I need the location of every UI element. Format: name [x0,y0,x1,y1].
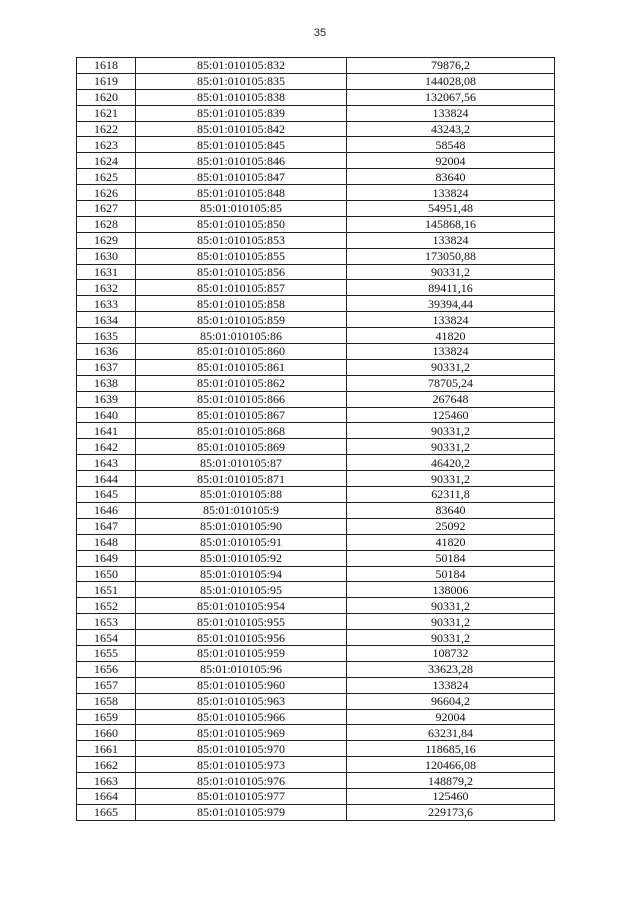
cadastral-number-cell: 85:01:010105:868 [136,423,347,439]
table-row [77,757,555,773]
value-cell: 125460 [347,407,555,423]
cadastral-number-cell: 85:01:010105:977 [136,788,347,804]
row-number-cell: 1658 [77,693,136,709]
table-row [77,344,555,360]
cadastral-number-cell: 85:01:010105:970 [136,741,347,757]
row-number-cell: 1622 [77,121,136,137]
row-number-cell: 1637 [77,359,136,375]
table-row [77,232,555,248]
value-cell: 133824 [347,185,555,201]
cadastral-number-cell: 85:01:010105:839 [136,105,347,121]
value-cell: 92004 [347,709,555,725]
table-row [77,693,555,709]
row-number-cell: 1652 [77,598,136,614]
value-cell: 90331,2 [347,439,555,455]
cadastral-number-cell: 85:01:010105:855 [136,248,347,264]
table-row [77,741,555,757]
value-cell: 83640 [347,169,555,185]
table-row [77,645,555,661]
row-number-cell: 1647 [77,518,136,534]
row-number-cell: 1638 [77,375,136,391]
value-cell: 145868,16 [347,216,555,232]
row-number-cell: 1618 [77,58,136,74]
row-number-cell: 1635 [77,328,136,344]
value-cell: 25092 [347,518,555,534]
table-row [77,121,555,137]
cadastral-number-cell: 85:01:010105:85 [136,201,347,217]
value-cell: 39394,44 [347,296,555,312]
value-cell: 96604,2 [347,693,555,709]
value-cell: 89411,16 [347,280,555,296]
value-cell: 50184 [347,566,555,582]
table-row [77,73,555,89]
cadastral-number-cell: 85:01:010105:9 [136,502,347,518]
cadastral-number-cell: 85:01:010105:860 [136,344,347,360]
value-cell: 144028,08 [347,73,555,89]
cadastral-number-cell: 85:01:010105:861 [136,359,347,375]
value-cell: 41820 [347,534,555,550]
table-row [77,137,555,153]
cadastral-number-cell: 85:01:010105:90 [136,518,347,534]
cadastral-number-cell: 85:01:010105:979 [136,804,347,820]
value-cell: 90331,2 [347,264,555,280]
parcel-value-table [76,57,555,821]
row-number-cell: 1654 [77,630,136,646]
table-row [77,661,555,677]
row-number-cell: 1663 [77,773,136,789]
row-number-cell: 1642 [77,439,136,455]
cadastral-number-cell: 85:01:010105:859 [136,312,347,328]
table-row [77,328,555,344]
row-number-cell: 1636 [77,344,136,360]
table-row [77,216,555,232]
cadastral-number-cell: 85:01:010105:850 [136,216,347,232]
value-cell: 229173,6 [347,804,555,820]
value-cell: 62311,8 [347,487,555,503]
cadastral-number-cell: 85:01:010105:857 [136,280,347,296]
value-cell: 120466,08 [347,757,555,773]
value-cell: 41820 [347,328,555,344]
table-row [77,423,555,439]
value-cell: 90331,2 [347,598,555,614]
value-cell: 90331,2 [347,423,555,439]
cadastral-number-cell: 85:01:010105:862 [136,375,347,391]
row-number-cell: 1662 [77,757,136,773]
cadastral-number-cell: 85:01:010105:835 [136,73,347,89]
cadastral-number-cell: 85:01:010105:92 [136,550,347,566]
row-number-cell: 1629 [77,232,136,248]
row-number-cell: 1621 [77,105,136,121]
value-cell: 90331,2 [347,359,555,375]
row-number-cell: 1619 [77,73,136,89]
row-number-cell: 1633 [77,296,136,312]
cadastral-number-cell: 85:01:010105:955 [136,614,347,630]
value-cell: 54951,48 [347,201,555,217]
row-number-cell: 1626 [77,185,136,201]
cadastral-number-cell: 85:01:010105:866 [136,391,347,407]
cadastral-number-cell: 85:01:010105:959 [136,645,347,661]
table-row [77,550,555,566]
table-row [77,709,555,725]
table-row [77,201,555,217]
table-row [77,598,555,614]
row-number-cell: 1645 [77,487,136,503]
value-cell: 133824 [347,344,555,360]
cadastral-number-cell: 85:01:010105:973 [136,757,347,773]
row-number-cell: 1660 [77,725,136,741]
cadastral-number-cell: 85:01:010105:86 [136,328,347,344]
value-cell: 33623,28 [347,661,555,677]
row-number-cell: 1620 [77,89,136,105]
cadastral-number-cell: 85:01:010105:848 [136,185,347,201]
cadastral-number-cell: 85:01:010105:87 [136,455,347,471]
value-cell: 63231,84 [347,725,555,741]
value-cell: 108732 [347,645,555,661]
table-row [77,185,555,201]
table-row [77,455,555,471]
cadastral-number-cell: 85:01:010105:91 [136,534,347,550]
cadastral-number-cell: 85:01:010105:845 [136,137,347,153]
cadastral-number-cell: 85:01:010105:867 [136,407,347,423]
table-row [77,89,555,105]
value-cell: 83640 [347,502,555,518]
row-number-cell: 1627 [77,201,136,217]
row-number-cell: 1641 [77,423,136,439]
row-number-cell: 1649 [77,550,136,566]
row-number-cell: 1623 [77,137,136,153]
cadastral-number-cell: 85:01:010105:846 [136,153,347,169]
row-number-cell: 1640 [77,407,136,423]
table-row [77,534,555,550]
value-cell: 43243,2 [347,121,555,137]
cadastral-number-cell: 85:01:010105:963 [136,693,347,709]
table-row [77,439,555,455]
cadastral-number-cell: 85:01:010105:847 [136,169,347,185]
value-cell: 138006 [347,582,555,598]
value-cell: 90331,2 [347,614,555,630]
table-row [77,407,555,423]
row-number-cell: 1628 [77,216,136,232]
row-number-cell: 1659 [77,709,136,725]
cadastral-number-cell: 85:01:010105:842 [136,121,347,137]
table-row [77,677,555,693]
table-row [77,566,555,582]
value-cell: 125460 [347,788,555,804]
row-number-cell: 1646 [77,502,136,518]
value-cell: 50184 [347,550,555,566]
cadastral-number-cell: 85:01:010105:858 [136,296,347,312]
row-number-cell: 1661 [77,741,136,757]
value-cell: 267648 [347,391,555,407]
table-row [77,153,555,169]
row-number-cell: 1656 [77,661,136,677]
row-number-cell: 1643 [77,455,136,471]
table-row [77,391,555,407]
cadastral-number-cell: 85:01:010105:869 [136,439,347,455]
value-cell: 132067,56 [347,89,555,105]
cadastral-number-cell: 85:01:010105:956 [136,630,347,646]
row-number-cell: 1630 [77,248,136,264]
table-row [77,614,555,630]
value-cell: 173050,88 [347,248,555,264]
value-cell: 46420,2 [347,455,555,471]
table-row [77,248,555,264]
value-cell: 133824 [347,312,555,328]
table-row [77,471,555,487]
cadastral-number-cell: 85:01:010105:966 [136,709,347,725]
cadastral-number-cell: 85:01:010105:838 [136,89,347,105]
value-cell: 148879,2 [347,773,555,789]
value-cell: 133824 [347,105,555,121]
value-cell: 92004 [347,153,555,169]
value-cell: 118685,16 [347,741,555,757]
table-row [77,788,555,804]
row-number-cell: 1648 [77,534,136,550]
cadastral-number-cell: 85:01:010105:856 [136,264,347,280]
value-cell: 58548 [347,137,555,153]
value-cell: 90331,2 [347,630,555,646]
row-number-cell: 1650 [77,566,136,582]
value-cell: 78705,24 [347,375,555,391]
row-number-cell: 1664 [77,788,136,804]
table-row [77,169,555,185]
table-row [77,487,555,503]
table-row [77,105,555,121]
row-number-cell: 1644 [77,471,136,487]
value-cell: 90331,2 [347,471,555,487]
page-number: 35 [313,27,327,39]
row-number-cell: 1634 [77,312,136,328]
table-row [77,502,555,518]
table-row [77,582,555,598]
table-row [77,264,555,280]
cadastral-number-cell: 85:01:010105:871 [136,471,347,487]
cadastral-number-cell: 85:01:010105:976 [136,773,347,789]
cadastral-number-cell: 85:01:010105:960 [136,677,347,693]
table-body [77,58,555,821]
row-number-cell: 1625 [77,169,136,185]
cadastral-number-cell: 85:01:010105:88 [136,487,347,503]
cadastral-number-cell: 85:01:010105:95 [136,582,347,598]
cadastral-number-cell: 85:01:010105:832 [136,58,347,74]
table-row [77,280,555,296]
table-row [77,312,555,328]
value-cell: 79876,2 [347,58,555,74]
table-row [77,804,555,820]
cadastral-number-cell: 85:01:010105:853 [136,232,347,248]
table-row [77,58,555,74]
table-row [77,375,555,391]
table-row [77,725,555,741]
row-number-cell: 1655 [77,645,136,661]
value-cell: 133824 [347,232,555,248]
table-row [77,359,555,375]
cadastral-number-cell: 85:01:010105:954 [136,598,347,614]
table-row [77,518,555,534]
cadastral-number-cell: 85:01:010105:96 [136,661,347,677]
row-number-cell: 1639 [77,391,136,407]
row-number-cell: 1651 [77,582,136,598]
row-number-cell: 1665 [77,804,136,820]
table-row [77,296,555,312]
table-row [77,773,555,789]
row-number-cell: 1632 [77,280,136,296]
value-cell: 133824 [347,677,555,693]
cadastral-number-cell: 85:01:010105:969 [136,725,347,741]
row-number-cell: 1624 [77,153,136,169]
table-row [77,630,555,646]
row-number-cell: 1653 [77,614,136,630]
row-number-cell: 1631 [77,264,136,280]
row-number-cell: 1657 [77,677,136,693]
cadastral-number-cell: 85:01:010105:94 [136,566,347,582]
